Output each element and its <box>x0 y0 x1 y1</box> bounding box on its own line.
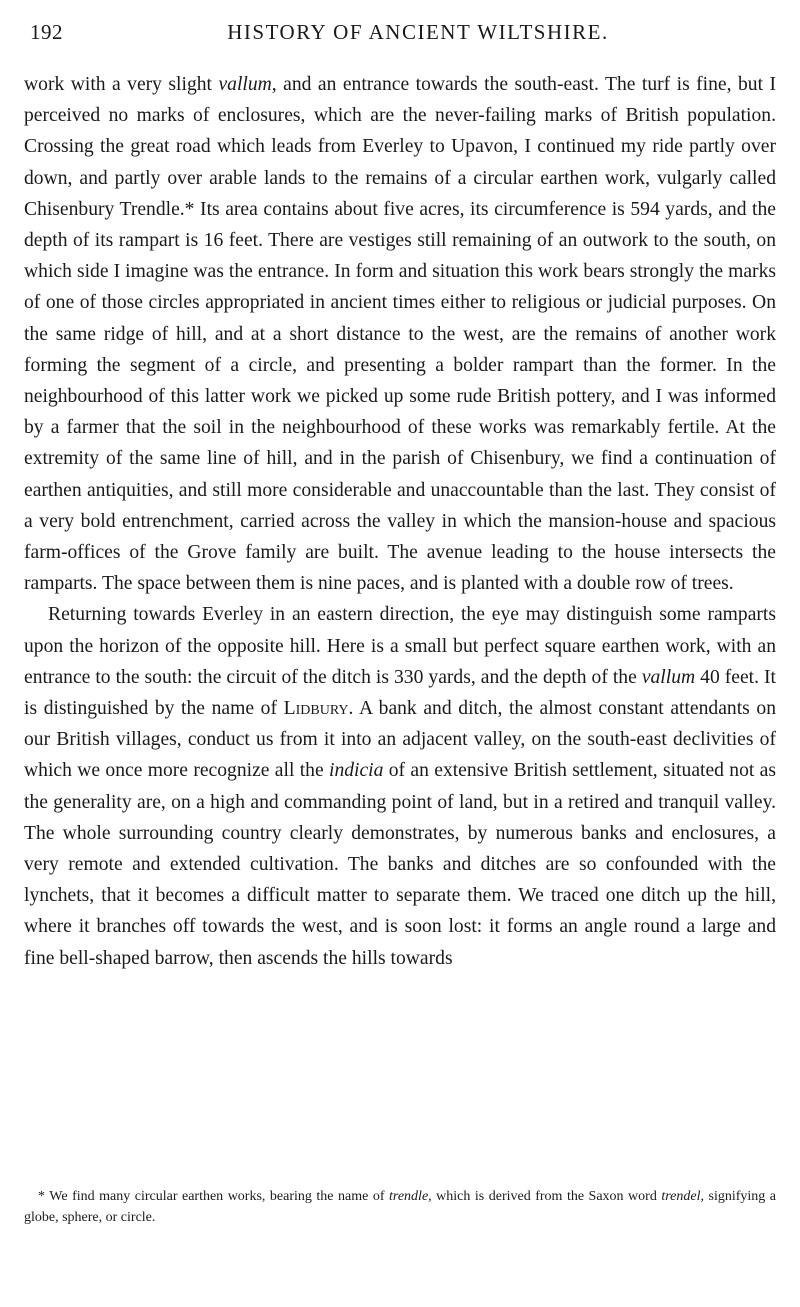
p2-text-d: of an extensive British settlement, situated not as the generality are, on a high and commanding point of land, but in a retired and tranquil valley. The whole surrounding country clearly demonstrates, by numerous banks and enclosures, a very remote and extended cultivation. The banks and ditches are so confounded with the lynchets, that it becomes a difficult matter to separate them. We traced one ditch up the hill, where it branches off towards the west, and is soon lost: it forms an angle round a large and fine bell-shaped barrow, then ascends the hills towards <box>24 760 776 969</box>
p1-text-b: and an entrance towards the south-east. The turf is fine, but I perceived no marks of enclosures, which are the never-failing marks of British population. Crossing the great road which leads from Everley to Upavon, I continued my ride partly over down, and partly over arable lands to the remains of a circular earthen work, vulgarly called Chisenbury Trendle.* Its area contains about five acres, its circumference is 594 yards, and the depth of its rampart is 16 feet. There are vestiges still remaining of an outwork to the south, on which side I imagine was the entrance. In form and situation this work bears strongly the marks of one of those circles appropriated in ancient times either to religious or judicial purposes. On the same ridge of hill, and at a short distance to the west, are the remains of another work forming the segment of a circle, and presenting a bolder rampart than the former. In the neighbourhood of this latter work we picked up some rude British pottery, and I was informed by a farmer that the soil in the neighbourhood of these works was remarkably fertile. At the extremity of the same line of hill, and in the parish of Chisenbury, we find a continuation of earthen antiquities, and still more considerable and unaccountable than the last. They consist of a very bold entrenchment, carried across the valley in which the mansion-house and spacious farm-offices of the Grove family are built. The avenue leading to the house intersects the ramparts. The space between them is nine paces, and is planted with a double row of trees. <box>24 74 776 595</box>
footnote-trendle: trendle, <box>389 1189 432 1204</box>
p2-text-a: Returning towards Everley in an eastern direction, the eye may distinguish some ramparts upon the horizon of the opposite hill. Here is a small but perfect square earthen work, with an entrance to the south: the circuit of the ditch is 330 yards, and the depth of the <box>24 604 776 688</box>
paragraph-2 <box>24 599 776 973</box>
p2-vallum: vallum <box>641 666 696 688</box>
footnote-trendel: trendel, <box>661 1189 704 1204</box>
footnote-text-c: signifying a globe, sphere, or circle. <box>24 1189 776 1225</box>
p1-text-a: work with a very slight <box>24 74 219 95</box>
footnote-text-b: which is derived from the Saxon word <box>431 1189 662 1204</box>
paragraph-1 <box>24 69 776 599</box>
p2-text-c: . A bank and ditch, the almost constant attendants on our British villages, conduct us from it into an adjacent valley, on the south-east declivities of which we once more recognize all the <box>24 698 776 782</box>
footnote-text-a: * We find many circular earthen works, bearing the name of <box>38 1189 390 1204</box>
body-text <box>24 69 776 974</box>
footnote <box>24 1186 776 1228</box>
page-header <box>24 18 776 48</box>
p1-vallum: vallum, <box>218 74 277 95</box>
running-head: HISTORY OF ANCIENT WILTSHIRE. <box>227 20 609 44</box>
p2-indicia: indicia <box>329 760 384 782</box>
p2-lidbury: Lidbury <box>283 698 349 720</box>
footnote-text <box>24 1186 776 1228</box>
page-number: 192 <box>30 20 63 44</box>
p2-text-b: 40 feet. It is distinguished by the name of <box>24 666 776 720</box>
